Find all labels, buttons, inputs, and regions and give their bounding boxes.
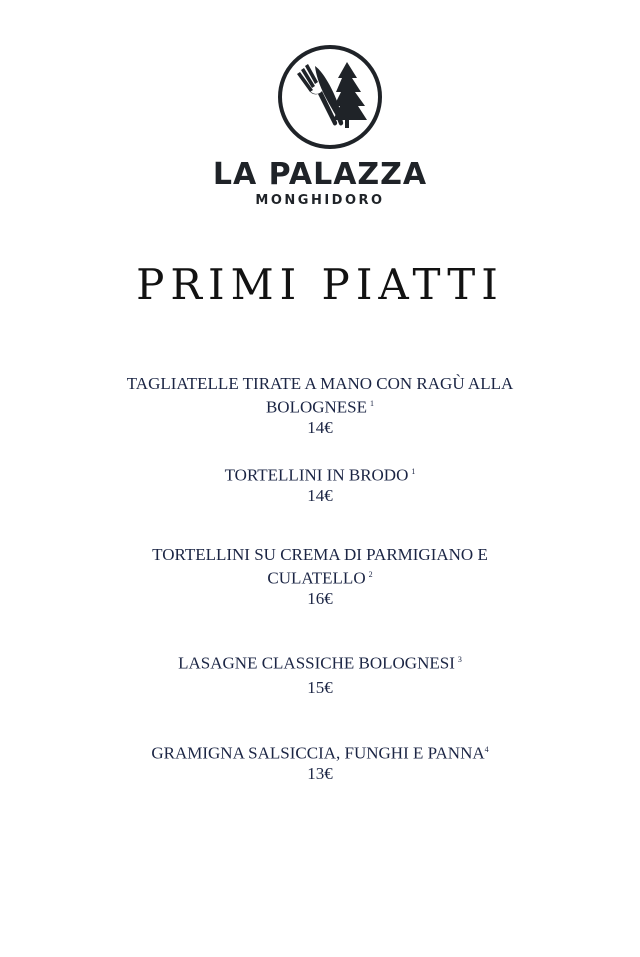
menu-item <box>0 740 640 784</box>
allergen-note: 3 <box>457 655 462 664</box>
menu-item-price: 13€ <box>307 763 333 783</box>
menu-item-price: 14€ <box>307 417 333 437</box>
menu-item-name-cont: CULATELLO $^2$ <box>267 568 373 588</box>
menu-item <box>0 462 640 506</box>
menu-item <box>0 374 640 438</box>
menu-item-name: TAGLIATELLE TIRATE A MANO CON RAGÙ ALLA <box>126 374 514 393</box>
menu-item <box>0 545 640 609</box>
menu-item-price: 15€ <box>307 677 333 697</box>
fork-knife-pine-icon <box>277 44 383 150</box>
menu-item-name: GRAMIGNA SALSICCIA, FUNGHI E PANNA$^4$ <box>151 743 489 763</box>
allergen-note: 1 <box>370 399 375 408</box>
allergen-note: 1 <box>411 467 416 476</box>
allergen-note: 4 <box>484 745 489 754</box>
allergen-note: 2 <box>368 570 373 579</box>
menu-item-price: 16€ <box>307 588 333 608</box>
section-title: PRIMI PIATTI <box>136 260 504 309</box>
menu-item-name: TORTELLINI SU CREMA DI PARMIGIANO E <box>152 545 488 564</box>
menu-item <box>0 650 640 698</box>
menu-item-price: 14€ <box>307 485 333 505</box>
menu-item-name: TORTELLINI IN BRODO $^1$ <box>224 465 416 485</box>
brand-name: LA PALAZZA <box>212 157 428 192</box>
menu-item-name-cont: BOLOGNESE $^1$ <box>265 397 375 417</box>
menu-item-name: LASAGNE CLASSICHE BOLOGNESI $^3$ <box>178 653 462 673</box>
brand-location: MONGHIDORO <box>255 193 385 208</box>
